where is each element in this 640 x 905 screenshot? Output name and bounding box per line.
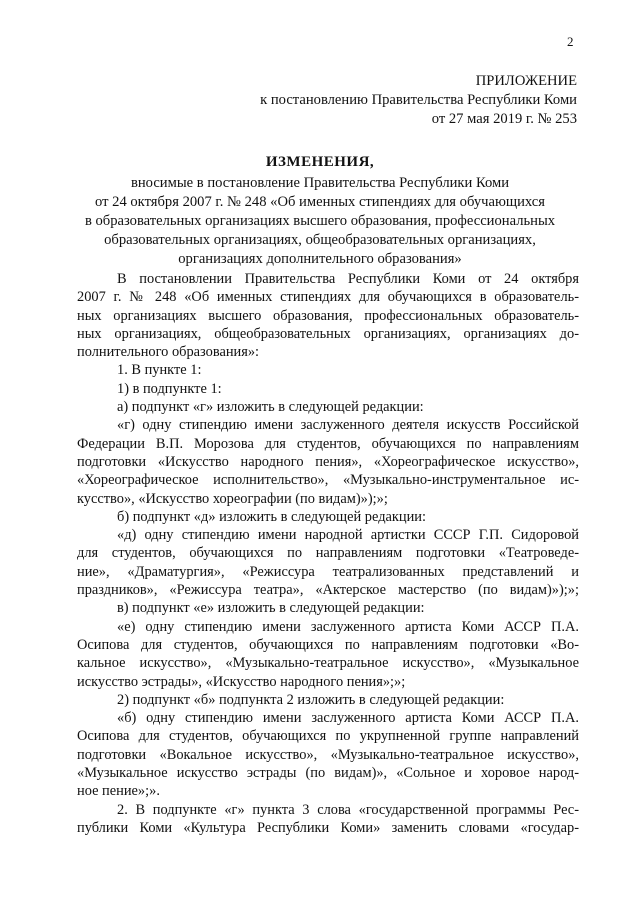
body-line: ных организациях, общеобразовательных организациях, организациях до- (77, 325, 579, 342)
body-line: ных организациях высшего образования, профессиональных образователь- (77, 307, 579, 324)
title-line: образовательных организациях, общеобразовательных организациях, (104, 232, 536, 248)
body-line: «г) одну стипендию имени заслуженного деятеля искусств Российской (117, 417, 579, 434)
title-line: вносимые в постановление Правительства Республики Коми (130, 175, 510, 191)
body-line: «д) одну стипендию имени народной артистки СССР Г.П. Сидоровой (117, 527, 579, 544)
body-line: полнительного образования»: (77, 344, 260, 361)
body-line: 1) в подпункте 1: (117, 380, 222, 397)
title-line: организациях дополнительного образования» (178, 251, 462, 267)
body-line: праздников», «Режиссура театра», «Актерское мастерство (по видам)»);»; (77, 582, 579, 599)
body-line: а) подпункт «г» изложить в следующей редакции: (117, 399, 424, 416)
body-line: Осипова для студентов, обучающихся по направлениям подготовки «Во- (77, 636, 579, 653)
appendix-label: ПРИЛОЖЕНИЕ (475, 73, 577, 89)
body-line: Федерации В.П. Морозова для студентов, обучающихся по направлениям (77, 435, 579, 452)
appendix-date-number: от 27 мая 2019 г. № 253 (431, 111, 577, 127)
body-line: «Музыкальное искусство эстрады (по видам)», «Сольное и хоровое народ- (77, 765, 579, 782)
body-line: 2) подпункт «б» подпункта 2 изложить в следующей редакции: (117, 691, 505, 708)
body-line: подготовки «Искусство народного пения», «Хореографическое искусство», (77, 453, 579, 470)
body-line: кусство», «Искусство хореографии (по видам)»);»; (77, 490, 388, 507)
body-line: для студентов, обучающихся по направлениям подготовки «Театроведе- (77, 545, 579, 562)
document-title (62, 153, 578, 269)
page-number: 2 (567, 34, 574, 49)
body-line: в) подпункт «е» изложить в следующей редакции: (117, 600, 425, 617)
body-line: искусство эстрады», «Искусство народного пения»;»; (77, 673, 406, 690)
appendix-header (260, 72, 577, 129)
body-line: б) подпункт «д» изложить в следующей редакции: (117, 508, 426, 525)
body-line: В постановлении Правительства Республики Коми от 24 октября (117, 271, 579, 287)
body-line: «Хореографическое исполнительство», «Музыкально-инструментальное ис- (77, 472, 579, 489)
body-line: 1. В пункте 1: (117, 362, 202, 379)
title-line: в образовательных организациях высшего образования, профессиональных (84, 213, 556, 229)
body-line: ное пение»;». (77, 783, 160, 800)
appendix-reference: к постановлению Правительства Республики Коми (260, 92, 577, 108)
document-body (77, 270, 579, 837)
body-line: ние», «Драматургия», «Режиссура театрализованных представлений и (77, 563, 579, 580)
body-line: 2. В подпункте «г» пункта 3 слова «государственной программы Рес- (117, 801, 579, 818)
body-line: 2007 г. № 248 «Об именных стипендиях для обучающихся в образователь- (77, 289, 579, 306)
title-heading: ИЗМЕНЕНИЯ, (265, 154, 375, 170)
body-line: кальное искусство», «Музыкально-театральное искусство», «Музыкальное (77, 655, 579, 672)
body-line: подготовки «Вокальное искусство», «Музыкально-театральное искусство», (77, 746, 579, 763)
body-line: публики Коми «Культура Республики Коми» заменить словами «государ- (77, 819, 579, 836)
title-line: от 24 октября 2007 г. № 248 «Об именных стипендиях для обучающихся (95, 194, 545, 210)
body-line: Осипова для студентов, обучающихся по укрупненной группе направлений (77, 728, 579, 745)
body-line: «б) одну стипендию имени заслуженного артиста Коми АССР П.А. (117, 710, 579, 727)
body-line: «е) одну стипендию имени заслуженного артиста Коми АССР П.А. (117, 618, 579, 635)
